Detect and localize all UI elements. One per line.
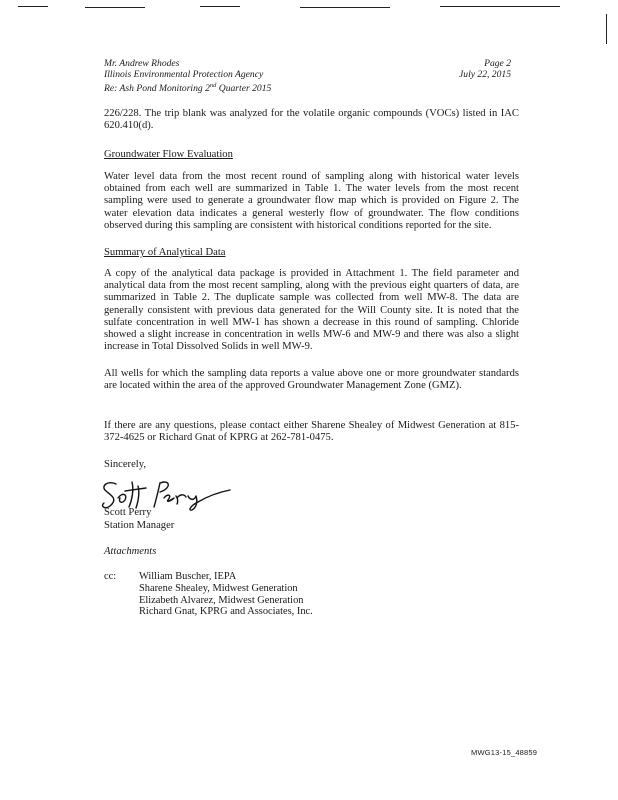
contact-paragraph: If there are any questions, please contact either Sharene Shealey of Midwest Generation at 815-372-4625 or Richard Gnat of KPRG at 262-781-0475. [104,420,519,444]
attachments-label: Attachments [104,546,157,557]
signatory-title: Station Manager [104,520,175,531]
cc-recipient: Richard Gnat, KPRG and Associates, Inc. [139,606,313,618]
cc-list [139,571,399,618]
cc-recipient: Elizabeth Alvarez, Midwest Generation [139,594,304,606]
section-heading-flow: Groundwater Flow Evaluation [104,149,233,160]
scan-artifact-top [18,6,48,7]
cc-recipient: William Buscher, IEPA [139,571,237,582]
analytical-paragraph: A copy of the analytical data package is provided in Attachment 1. The field parameter and analytical data from the most recent sampling, along with the previous eight quarters of data, are summarized in Table 2. The duplicate sample was collected from well MW-8. The data are generally consistent with previous data generated for the Will County site. It is noted that the sulfate concentration in well MW-1 has shown a decrease in this round of sampling. Chloride showed a slight increase in concentration in wells MW-6 and MW-9 and there was also a slight increase in Total Dissolved Solids in well MW-9. [104,268,519,353]
scan-artifact-top [200,6,240,7]
recipient-agency: Illinois Environmental Protection Agency [104,69,264,81]
header-right [400,58,511,80]
cc-recipient: Sharene Shealey, Midwest Generation [139,582,298,594]
header-left [104,58,364,95]
closing: Sincerely, [104,459,146,470]
letter-date: July 22, 2015 [459,69,511,81]
subject-line: Re: Ash Pond Monitoring 2nd Quarter 2015 [104,82,272,95]
gmz-paragraph: All wells for which the sampling data reports a value above one or more groundwater standards are located within the area of the approved Groundwater Management Zone (GMZ). [104,368,519,392]
intro-paragraph: 226/228. The trip blank was analyzed for the volatile organic compounds (VOCs) listed in IAC 620.410(d). [104,108,519,132]
recipient-name: Mr. Andrew Rhodes [104,58,180,69]
page-number: Page 2 [484,58,511,69]
flow-paragraph: Water level data from the most recent round of sampling along with historical water levels obtained from each well are summarized in Table 1. The water levels from the most recent sampling were used to generate a groundwater flow map which is provided on Figure 2. The water elevation data indicates a general westerly flow of groundwater. The flow conditions observed during this sampling are consistent with historical conditions reported for the site. [104,171,519,231]
scan-artifact-right [606,14,607,44]
section-heading-analytical: Summary of Analytical Data [104,247,226,258]
scan-artifact-top [300,7,390,8]
scan-artifact-top [440,6,560,7]
cc-label: cc: [104,571,117,582]
signatory-name: Scott Perry [104,507,152,518]
bates-number: MWG13-15_48859 [471,748,538,757]
scan-artifact-top [85,7,145,8]
